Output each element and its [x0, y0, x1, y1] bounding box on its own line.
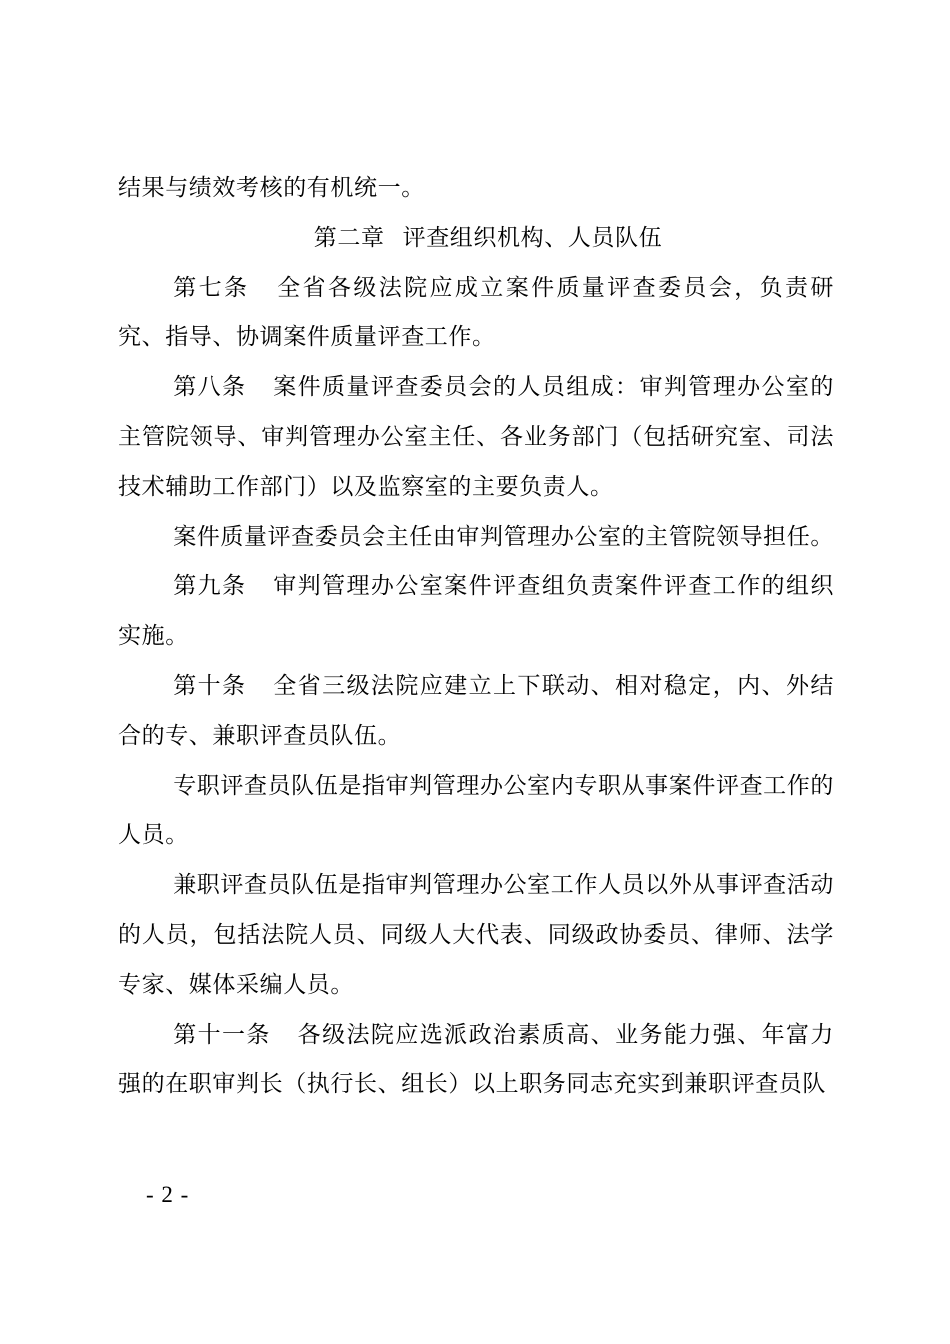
article-number: 第十一条 — [173, 1021, 271, 1048]
article-7 — [118, 264, 834, 364]
paragraph-text: 专职评查员队伍是指审判管理办公室内专职从事案件评查工作的人员。 — [118, 772, 834, 849]
paragraph-text: 案件质量评查委员会主任由审判管理办公室的主管院领导担任。 — [173, 523, 834, 550]
body-paragraph — [118, 861, 834, 1010]
article-text: 案件质量评查委员会的人员组成：审判管理办公室的主管院领导、审判管理办公室主任、各业务部门（包括研究室、司法技术辅助工作部门）以及监察室的主要负责人。 — [118, 374, 834, 500]
paragraph-continuation — [118, 164, 834, 214]
article-text: 全省各级法院应成立案件质量评查委员会，负责研究、指导、协调案件质量评查工作。 — [118, 274, 834, 351]
document-body — [118, 164, 834, 1110]
article-8 — [118, 363, 834, 512]
article-number: 第十条 — [173, 672, 247, 699]
paragraph-text: 兼职评查员队伍是指审判管理办公室工作人员以外从事评查活动的人员，包括法院人员、同级人大代表、同级政协委员、律师、法学专家、媒体采编人员。 — [118, 872, 834, 998]
article-number: 第八条 — [173, 374, 247, 401]
paragraph-text: 结果与绩效考核的有机统一。 — [118, 175, 425, 201]
article-9 — [118, 562, 834, 662]
article-text: 各级法院应选派政治素质高、业务能力强、年富力强的在职审判长（执行长、组长）以上职务同志充实到兼职评查员队 — [118, 1021, 835, 1098]
article-number: 第七条 — [173, 274, 250, 301]
chapter-heading — [118, 214, 834, 264]
page-number: - 2 - — [146, 1182, 190, 1207]
article-text: 审判管理办公室案件评查组负责案件评查工作的组织实施。 — [118, 573, 834, 650]
article-11 — [118, 1011, 834, 1111]
body-paragraph — [118, 513, 834, 563]
body-paragraph — [118, 762, 834, 862]
article-number: 第九条 — [173, 573, 247, 600]
article-text: 全省三级法院应建立上下联动、相对稳定，内、外结合的专、兼职评查员队伍。 — [118, 672, 834, 749]
chapter-title: 评查组织机构、人员队伍 — [402, 224, 663, 251]
chapter-number: 第二章 — [313, 224, 385, 251]
article-10 — [118, 662, 834, 762]
